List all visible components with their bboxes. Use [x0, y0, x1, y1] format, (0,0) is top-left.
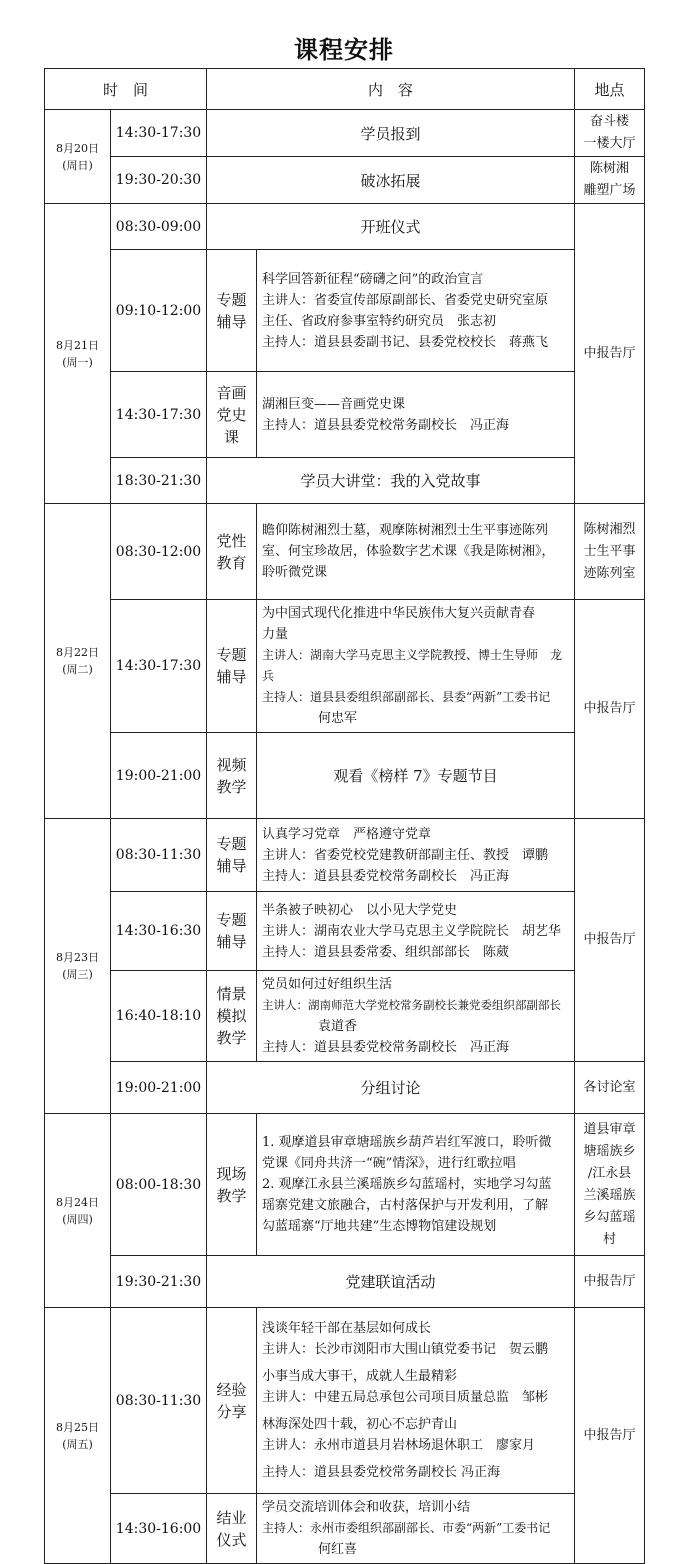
time-cell: 09:10-12:00: [111, 250, 207, 372]
location-cell: 奋斗楼 一楼大厅: [575, 110, 645, 157]
content-cell: 为中国式现代化推进中华民族伟大复兴贡献青春 力量 主讲人：湖南大学马克思主义学院教授、博士生导师 龙兵 主持人：道县县委组织部副部长、县委“两新”工委书记 何忠军: [257, 600, 575, 733]
time-cell: 19:30-20:30: [111, 157, 207, 204]
header-content: 内 容: [207, 69, 575, 110]
date-cell: 8月23日 (周三): [45, 819, 111, 1114]
time-cell: 08:30-11:30: [111, 819, 207, 892]
time-cell: 14:30-17:30: [111, 372, 207, 458]
content-cell: 半条被子映初心 以小见大学党史 主讲人：湖南农业大学马克思主义学院院长 胡艺华 主持人：道县县委常委、组织部部长 陈葳: [257, 892, 575, 971]
content-cell: 党员如何过好组织生活 主讲人：湖南师范大学党校常务副校长兼党委组织部副部长 袁道香 主持人：道县县委党校常务副校长 冯正海: [257, 971, 575, 1062]
content-cell: 湖湘巨变——音画党史课 主持人：道县县委党校常务副校长 冯正海: [257, 372, 575, 458]
time-cell: 16:40-18:10: [111, 971, 207, 1062]
schedule-table: [44, 68, 645, 1564]
time-cell: 18:30-21:30: [111, 458, 207, 504]
date-cell: 8月21日 (周一): [45, 204, 111, 504]
location-cell: 中报告厅: [575, 819, 645, 1062]
table-row: [45, 372, 645, 458]
table-row: [45, 204, 645, 250]
table-row: [45, 819, 645, 892]
header-time: 时 间: [45, 69, 207, 110]
date-cell: 8月20日 (周日): [45, 110, 111, 204]
category-cell: 党性 教育: [207, 504, 257, 600]
category-cell: 情景 模拟 教学: [207, 971, 257, 1062]
table-row: [45, 1256, 645, 1308]
content-cell: 开班仪式: [207, 204, 575, 250]
category-cell: 专题 辅导: [207, 819, 257, 892]
content-cell: 分组讨论: [207, 1062, 575, 1114]
header-place: 地点: [575, 69, 645, 110]
category-cell: 现场 教学: [207, 1114, 257, 1256]
time-cell: 19:00-21:00: [111, 1062, 207, 1114]
content-cell: 党建联谊活动: [207, 1256, 575, 1308]
category-cell: 视频 教学: [207, 733, 257, 819]
date-cell: 8月25日 (周五): [45, 1308, 111, 1564]
location-cell: 中报告厅: [575, 1308, 645, 1564]
time-cell: 14:30-17:30: [111, 600, 207, 733]
location-cell: 各讨论室: [575, 1062, 645, 1114]
table-row: [45, 110, 645, 157]
time-cell: 19:00-21:00: [111, 733, 207, 819]
location-cell: 陈树湘 雕塑广场: [575, 157, 645, 204]
time-cell: 14:30-16:00: [111, 1494, 207, 1564]
category-cell: 经验 分享: [207, 1308, 257, 1494]
table-row: [45, 1494, 645, 1564]
date-cell: 8月24日 (周四): [45, 1114, 111, 1308]
content-cell: 瞻仰陈树湘烈士墓，观摩陈树湘烈士生平事迹陈列 室、何宝珍故居，体验数字艺术课《我是陈树湘》， 聆听微党课: [257, 504, 575, 600]
time-cell: 08:00-18:30: [111, 1114, 207, 1256]
time-cell: 14:30-17:30: [111, 110, 207, 157]
content-cell: 学员大讲堂：我的入党故事: [207, 458, 575, 504]
time-cell: 19:30-21:30: [111, 1256, 207, 1308]
location-cell: 中报告厅: [575, 600, 645, 819]
location-cell: 陈树湘烈 士生平事 迹陈列室: [575, 504, 645, 600]
content-cell: 1. 观摩道县审章塘瑶族乡葫芦岩红军渡口，聆听微 党课《同舟共济一“碗”情深》，进行红歌拉唱 2. 观摩江永县兰溪瑶族乡勾蓝瑶村，实地学习勾蓝 瑶寨党建文旅融合，古村落保护与开发利用，了解 勾蓝瑶寨“厅地共建”生态博物馆建设规划: [257, 1114, 575, 1256]
time-cell: 08:30-12:00: [111, 504, 207, 600]
table-row: [45, 1308, 645, 1494]
location-cell: 道县审章 塘瑶族乡 /江永县 兰溪瑶族 乡勾蓝瑶 村: [575, 1114, 645, 1256]
page-title: 课程安排: [294, 35, 394, 64]
category-cell: 音画 党史 课: [207, 372, 257, 458]
table-row: [45, 250, 645, 372]
content-cell: 观看《榜样 7》专题节目: [257, 733, 575, 819]
content-cell: 学员交流培训体会和收获，培训小结 主持人：永州市委组织部副部长、市委“两新”工委书记 何红喜: [257, 1494, 575, 1564]
table-row: [45, 458, 645, 504]
location-cell: 中报告厅: [575, 1256, 645, 1308]
location-cell: 中报告厅: [575, 204, 645, 504]
time-cell: 08:30-09:00: [111, 204, 207, 250]
table-row: [45, 1062, 645, 1114]
table-row: [45, 157, 645, 204]
table-row: [45, 504, 645, 600]
time-cell: 08:30-11:30: [111, 1308, 207, 1494]
table-row: [45, 892, 645, 971]
content-cell: 浅谈年轻干部在基层如何成长 主讲人：长沙市浏阳市大围山镇党委书记 贺云鹏 小事当成大事干，成就人生最精彩 主讲人：中建五局总承包公司项目质量总监 邹彬 林海深处四十载，初心不忘护青山 主讲人：永州市道县月岩林场退休职工 廖家月 主持人：道县县委党校常务副校长 冯正海: [257, 1308, 575, 1494]
category-cell: 专题 辅导: [207, 600, 257, 733]
table-row: [45, 1114, 645, 1256]
table-row: [45, 971, 645, 1062]
content-cell: 学员报到: [207, 110, 575, 157]
content-cell: 科学回答新征程“磅礴之问”的政治宣言 主讲人：省委宣传部原副部长、省委党史研究室原 主任、省政府参事室特约研究员 张志初 主持人：道县县委副书记、县委党校校长 蒋燕飞: [257, 250, 575, 372]
time-cell: 14:30-16:30: [111, 892, 207, 971]
category-cell: 专题 辅导: [207, 250, 257, 372]
category-cell: 专题 辅导: [207, 892, 257, 971]
table-row: [45, 600, 645, 733]
content-cell: 认真学习党章 严格遵守党章 主讲人：省委党校党建教研部副主任、教授 谭鹏 主持人：道县县委党校常务副校长 冯正海: [257, 819, 575, 892]
content-cell: 破冰拓展: [207, 157, 575, 204]
category-cell: 结业 仪式: [207, 1494, 257, 1564]
table-header-row: [45, 69, 645, 110]
date-cell: 8月22日 (周二): [45, 504, 111, 819]
table-row: [45, 733, 645, 819]
